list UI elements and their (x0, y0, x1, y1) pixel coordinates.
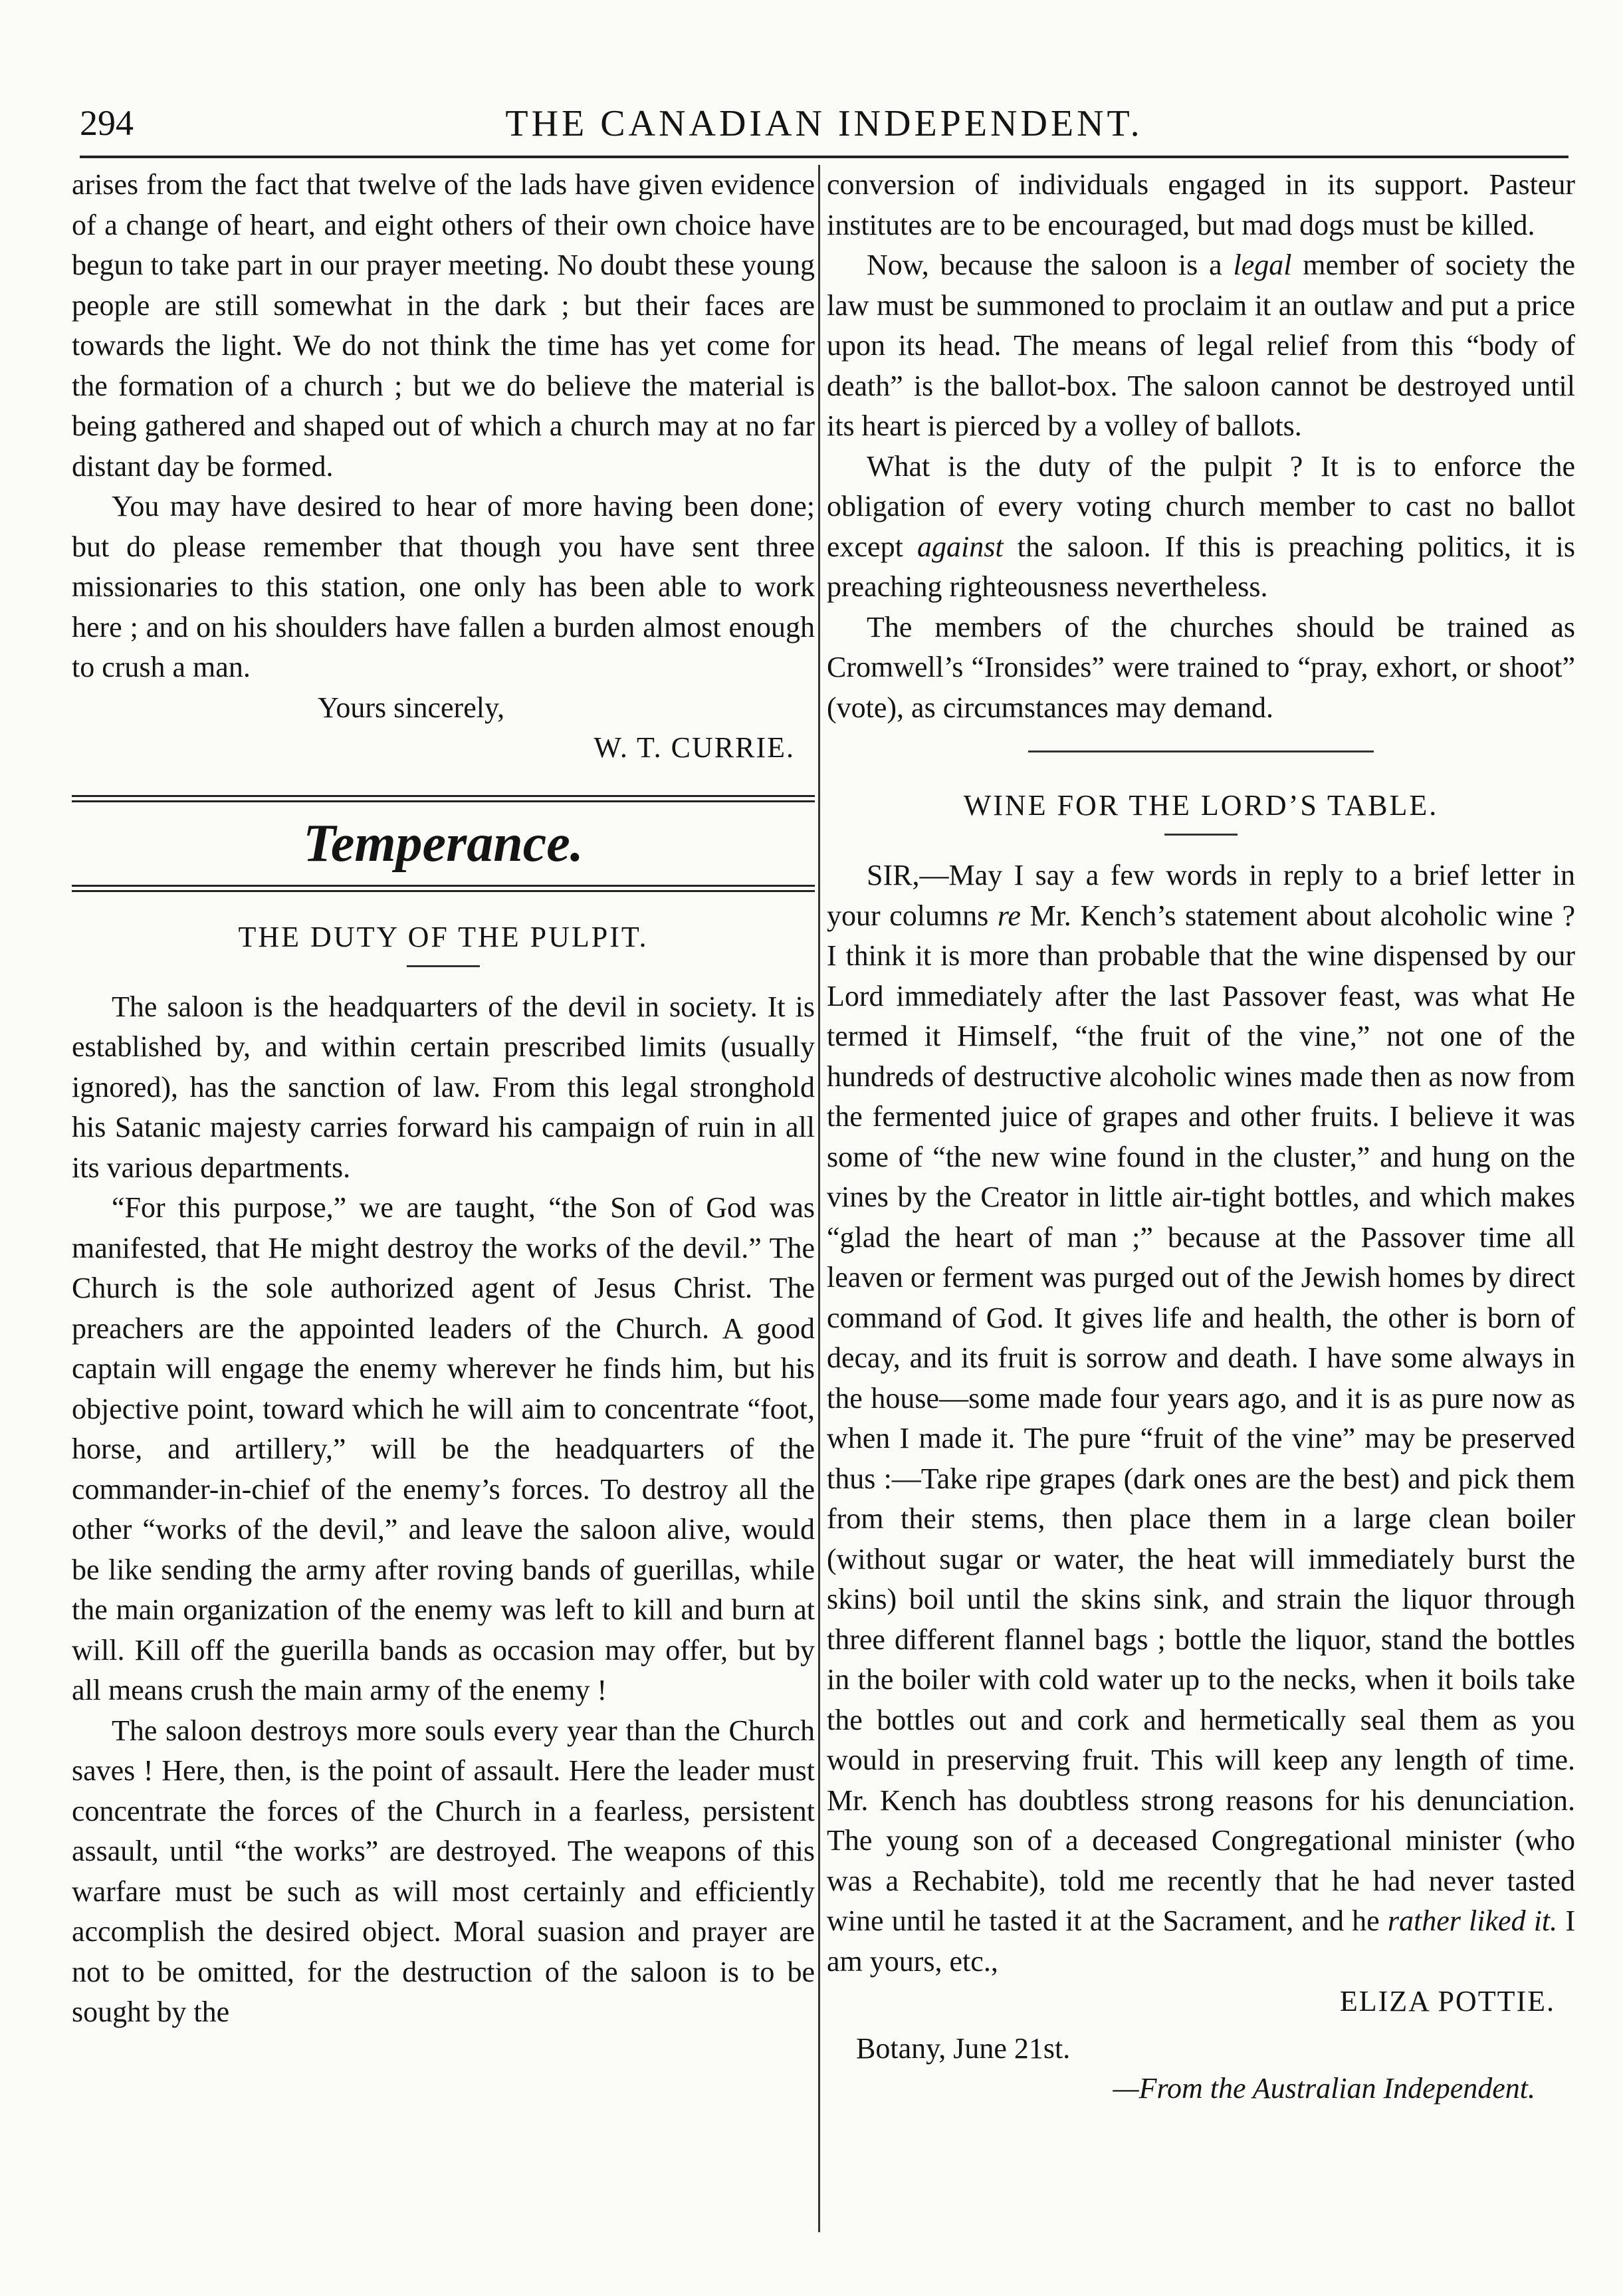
running-title: THE CANADIAN INDEPENDENT. (505, 103, 1143, 144)
left-column (72, 165, 815, 2033)
letter-paragraph: arises from the fact that twelve of the lads have given evidence of a change of heart, and eight others of their own choice have begun to take part in our prayer meeting. No doubt these young people are still somewhat in the dark ; but their faces are towards the light. We do not think the time has yet come for the formation of a church ; but we do believe the material is being gathered and shaped out of which a church may at no far distant day be formed. (72, 168, 815, 483)
text-run: What is the duty of the pulpit ? It is to enforce the obligation of every voting church member to cast no ballot except (827, 449, 1575, 563)
source-credit: —From the Australian Independent. (1113, 2072, 1535, 2105)
text-run: SIR,—May I say a few words in reply to a brief letter in your columns (827, 859, 1575, 932)
title-rule (1164, 834, 1238, 836)
text-run: the saloon. If this is preaching politics, it is preaching righteousness nevertheless. (827, 530, 1576, 603)
article-separator (1028, 750, 1374, 752)
text-run: member of society the law must be summoned to proclaim it an outlaw and put a price upon its head. The means of legal relief from this “body of death” is the ballot-box. The saloon cannot be destroyed until its heart is pierced by a volley of ballots. (827, 249, 1575, 442)
article-title: WINE FOR THE LORD’S TABLE. (963, 789, 1439, 822)
article-paragraph: The saloon destroys more souls every year than the Church saves ! Here, then, is the point of assault. Here the leader must concentrate the forces of the Church in a fearless, persistent assault, until “the works” are destroyed. The weapons of this warfare must be such as will most certainly and efficiently accomplish the desired object. Moral suasion and prayer are not to be omitted, for the destruction of the saloon is to be sought by the (72, 1714, 815, 2028)
letter-paragraph (827, 856, 1575, 1982)
emphasis: re (997, 899, 1021, 932)
emphasis: rather liked it. (1387, 1904, 1558, 1937)
running-header (80, 100, 1569, 158)
dateline: Botany, June 21st. (856, 2031, 1071, 2065)
article-title: THE DUTY OF THE PULPIT. (238, 920, 649, 953)
column-divider (818, 165, 820, 2232)
page-number: 294 (80, 103, 134, 143)
right-column (827, 165, 1575, 2109)
section-heading: Temperance. (303, 814, 584, 873)
letter-signoff: Yours sincerely, (318, 691, 505, 724)
section-rule-top (72, 795, 815, 802)
letter-paragraph: You may have desired to hear of more having been done; but do please remember that though you have sent three missionaries to this station, one only has been able to work here ; and on his shoulders have fallen a burden almost enough to crush a man. (72, 490, 815, 683)
text-run: Mr. Kench’s statement about alcoholic wine ? I think it is more than probable that the wine dispensed by our Lord immediately after the last Passover feast, was what He termed it Himself, “the fruit of the vine,” not one of the hundreds of destructive alcoholic wines made then as now from the fermented juice of grapes and other fruits. I believe it was some of “the new wine found in the cluster,” and hung on the vines by the Creator in little air-tight bottles, and which makes “glad the heart of man ;” because at the Passover time all leaven or ferment was purged out of the Jewish homes by direct command of God. It gives life and health, the other is born of decay, and its fruit is sorrow and death. I have some always in the house—some made four years ago, and it is as pure now as when I made it. The pure “fruit of the vine” may be preserved thus :—Take ripe grapes (dark ones are the best) and pick them from their stems, then place them in a large clean boiler (without sugar or water, the heat will immediately burst the skins) boil until the skins sink, and strain the liquor through three different flannel bags ; bottle the liquor, stand the bottles in the boiler with cold water up to the necks, when it boils take the bottles out and cork and hermetically seal them as you would in preserving fruit. This will keep any length of time. Mr. Kench has doubtless strong reasons for his denunciation. The young son of a deceased Congregational minister (who was a Rechabite), told me recently that he had never tasted wine until he tasted it at the Sacrament, and he (827, 899, 1575, 1937)
signature-name: ELIZA POTTIE. (1339, 1985, 1555, 2017)
text-run: I am yours, etc., (827, 1904, 1575, 1978)
title-rule (407, 965, 480, 967)
article-paragraph (827, 245, 1575, 447)
letter-signature (827, 1982, 1575, 2022)
section-rule-bottom (72, 885, 815, 892)
emphasis: legal (1233, 249, 1292, 281)
signature-name: W. T. CURRIE. (594, 731, 795, 764)
article-paragraph: “For this purpose,” we are taught, “the Son of God was manifested, that He might destroy the works of the devil.” The Church is the sole authorized agent of Jesus Christ. The preachers are the appointed leaders of the Church. A good captain will engage the enemy wherever he finds him, but his objective point, toward which he will aim to concentrate “foot, horse, and artillery,” will be the headquarters of the commander-in-chief of the enemy’s forces. To destroy all the other “works of the devil,” and leave the saloon alive, would be like sending the army after roving bands of guerillas, while the main organization of the enemy was left to kill and burn at will. Kill off the guerilla bands as occasion may offer, but by all means crush the main army of the enemy ! (72, 1191, 815, 1706)
text-run: Now, because the saloon is a (867, 249, 1234, 281)
letter-signature (72, 728, 815, 768)
emphasis: against (917, 530, 1004, 563)
article-continuation: conversion of individuals engaged in its support. Pasteur institutes are to be encouraged, but mad dogs must be killed. (827, 168, 1575, 241)
article-paragraph: The members of the churches should be trained as Cromwell’s “Ironsides” were trained to “pray, exhort, or shoot” (vote), as circumstances may demand. (827, 610, 1575, 724)
article-paragraph: The saloon is the headquarters of the devil in society. It is established by, and within certain prescribed limits (usually ignored), has the sanction of law. From this legal stronghold his Satanic majesty carries forward his campaign of ruin in all its various departments. (72, 990, 815, 1184)
article-paragraph (827, 447, 1575, 608)
